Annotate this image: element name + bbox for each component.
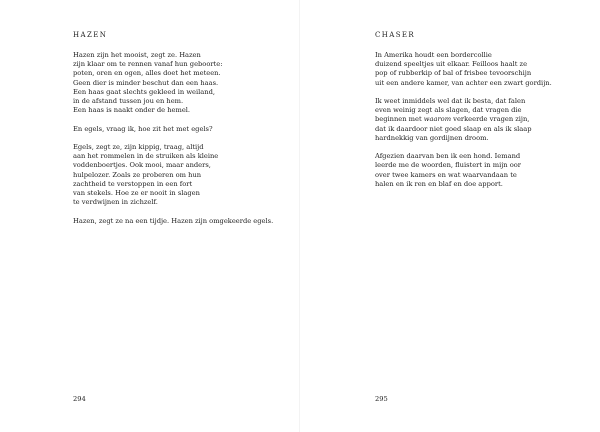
poem-line: hardnekkig van gordijnen droom. — [375, 133, 489, 142]
poem-line: hulpelozer. Zoals ze proberen om hun — [73, 170, 202, 179]
poem-line: Egels, zegt ze, zijn kippig, traag, altijd — [73, 143, 204, 151]
stanza — [73, 217, 273, 226]
stanza — [73, 51, 273, 115]
poem-line: in de afstand tussen jou en hem. — [73, 97, 184, 106]
poem-line: Hazen zijn het mooist, zegt ze. Hazen — [73, 51, 201, 59]
page-number: 295 — [375, 395, 388, 403]
poem-line: zachtheid te verstoppen in een fort — [73, 179, 193, 188]
poem-line: aan het rommelen in de struiken als kleine — [73, 152, 219, 161]
poem-line: voddenboertjes. Ook mooi, maar anders, — [73, 161, 211, 170]
poem-line: dat ik daardoor niet goed slaap en als ik slaap — [375, 124, 532, 133]
poem-line: Hazen, zegt ze na een tijdje. Hazen zijn omgekeerde egels. — [73, 216, 274, 225]
poem-line: te verdwijnen in zichzelf. — [73, 198, 158, 207]
poem-line: even weinig zegt als slagen, dat vragen die — [375, 106, 522, 115]
stanza — [375, 97, 552, 143]
poem-line: In Amerika houdt een bordercollie — [375, 51, 492, 59]
right-page — [300, 0, 600, 432]
poem-line: poten, oren en ogen, alles doet het meteen. — [73, 69, 221, 78]
stanza — [375, 152, 552, 189]
stanza — [375, 51, 552, 88]
poem-body — [73, 51, 273, 235]
poem-line: beginnen met waarom verkeerde vragen zijn, — [375, 115, 530, 124]
poem-line: over twee kamers en wat waarvandaan te — [375, 170, 517, 179]
poem-line: Afgezien daarvan ben ik een hond. Iemand — [375, 152, 521, 161]
stanza — [73, 143, 273, 207]
poem-line: Geen dier is minder beschut dan een haas. — [73, 78, 219, 87]
poem-title: HAZEN — [73, 31, 108, 39]
poem-line: Ik weet inmiddels wel dat ik besta, dat falen — [375, 97, 526, 105]
poem-line: leerde me de woorden, fluistert in mijn oor — [375, 161, 521, 170]
poem-line: zijn klaar om te rennen vanaf hun geboorte: — [73, 60, 223, 69]
stanza — [73, 125, 273, 134]
poem-line: Een haas is naakt onder de hemel. — [73, 106, 191, 115]
poem-title: CHASER — [375, 31, 416, 39]
poem-line: van stekels. Hoe ze er nooit in slagen — [73, 189, 200, 198]
poem-line: Een haas gaat slechts gekleed in weiland, — [73, 87, 215, 96]
poem-line: pop of rubberkip of bal of frisbee tevoorschijn — [375, 69, 532, 78]
poem-line: uit een andere kamer, van achter een zwart gordijn. — [375, 78, 552, 87]
page-number: 294 — [73, 395, 86, 403]
poem-line: halen en ik ren en blaf en doe apport. — [375, 179, 503, 188]
poem-line: duizend speeltjes uit elkaar. Feilloos haalt ze — [375, 60, 528, 69]
poem-body — [375, 51, 552, 198]
poem-line: En egels, vraag ik, hoe zit het met egels? — [73, 124, 213, 133]
